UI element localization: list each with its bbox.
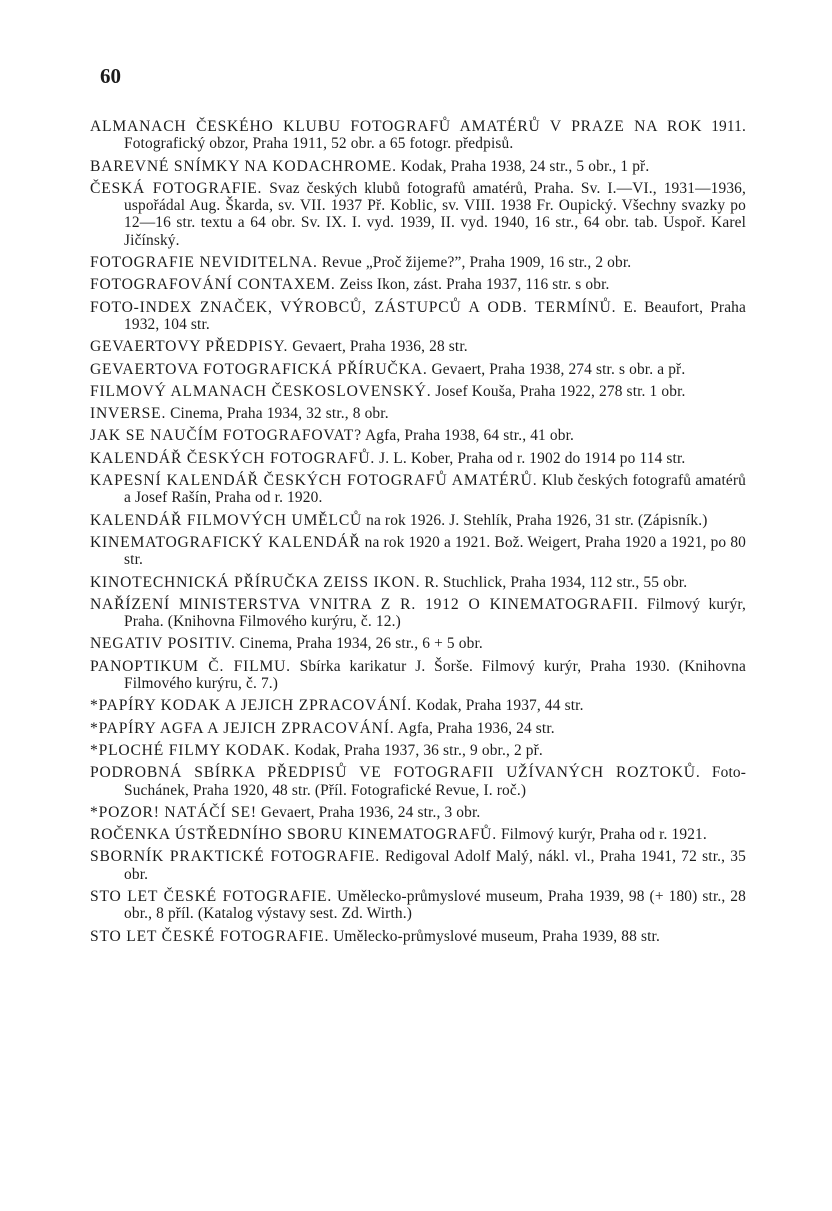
bibliography-entry: [90, 180, 746, 249]
entry-title: *PAPÍRY AGFA A JEJICH ZPRACOVÁNÍ.: [90, 719, 395, 737]
bibliography-entry: [90, 512, 746, 529]
entry-title: KINEMATOGRAFICKÝ KALENDÁŘ: [90, 533, 361, 551]
bibliography-entry: [90, 450, 746, 467]
entry-title: FILMOVÝ ALMANACH ČESKOSLOVENSKÝ.: [90, 382, 432, 400]
entry-details: Umělecko-průmyslové museum, Praha 1939, 88 str.: [333, 927, 660, 945]
entry-title: NAŘÍZENÍ MINISTERSTVA VNITRA Z R. 1912 O KINEMATOGRAFII.: [90, 595, 639, 613]
entry-details: Kodak, Praha 1937, 44 str.: [415, 697, 584, 715]
bibliography-entry: [90, 361, 746, 378]
entry-details: 1911. Fotografický obzor, Praha 1911, 52 obr. a 65 fotogr. předpisů.: [124, 118, 746, 153]
entry-details: Sbírka karikatur J. Šorše. Filmový kurýr, Praha 1930. (Knihovna Filmového kurýru, č. 7.): [124, 657, 746, 693]
entry-details: na rok 1926. J. Stehlík, Praha 1926, 31 str. (Zápisník.): [366, 511, 708, 529]
entry-details: Josef Kouša, Praha 1922, 278 str. 1 obr.: [435, 382, 686, 400]
bibliography-entry: [90, 742, 746, 759]
bibliography-entry: [90, 383, 746, 400]
entry-title: PODROBNÁ SBÍRKA PŘEDPISŮ VE FOTOGRAFII UŽÍVANÝCH ROZTOKŮ.: [90, 764, 701, 782]
entry-details: Agfa, Praha 1936, 24 str.: [397, 719, 555, 737]
entry-title: *POZOR! NATÁČÍ SE!: [90, 803, 257, 821]
entry-title: JAK SE NAUČÍM FOTOGRAFOVAT?: [90, 427, 362, 445]
entry-title: ČESKÁ FOTOGRAFIE.: [90, 179, 263, 197]
entry-title: BAREVNÉ SNÍMKY NA KODACHROME.: [90, 157, 397, 175]
bibliography-entry: [90, 405, 746, 422]
bibliography-entry: [90, 534, 746, 569]
entry-title: INVERSE.: [90, 405, 167, 423]
bibliography-entry: [90, 635, 746, 652]
entry-details: Cinema, Praha 1934, 26 str., 6 + 5 obr.: [239, 635, 483, 653]
bibliography-list: [90, 118, 746, 950]
entry-details: Umělecko-průmyslové museum, Praha 1939, 98 (+ 180) str., 28 obr., 8 příl. (Katalog výstavy sest. Zd. Wirth.): [124, 887, 746, 923]
bibliography-entry: [90, 299, 746, 334]
entry-details: Revue „Proč žijeme?”, Praha 1909, 16 str., 2 obr.: [321, 254, 632, 272]
bibliography-entry: [90, 928, 746, 945]
entry-title: KINOTECHNICKÁ PŘÍRUČKA ZEISS IKON.: [90, 573, 421, 591]
entry-title: *PAPÍRY KODAK A JEJICH ZPRACOVÁNÍ.: [90, 697, 412, 715]
entry-details: Gevaert, Praha 1936, 28 str.: [292, 338, 468, 356]
entry-details: Cinema, Praha 1934, 32 str., 8 obr.: [170, 405, 389, 423]
bibliography-entry: [90, 697, 746, 714]
entry-details: Klub českých fotografů amatérů a Josef Rašín, Praha od r. 1920.: [124, 472, 747, 507]
bibliography-entry: [90, 118, 746, 153]
bibliography-entry: [90, 658, 746, 693]
entry-details: Agfa, Praha 1938, 64 str., 41 obr.: [365, 427, 575, 445]
bibliography-entry: [90, 848, 746, 883]
entry-title: ROČENKA ÚSTŘEDNÍHO SBORU KINEMATOGRAFŮ.: [90, 826, 497, 844]
entry-details: Filmový kurýr, Praha. (Knihovna Filmového kurýru, č. 12.): [124, 595, 746, 631]
entry-title: KALENDÁŘ FILMOVÝCH UMĚLCŮ: [90, 511, 363, 529]
entry-title: ALMANACH ČESKÉHO KLUBU FOTOGRAFŮ AMATÉRŮ V PRAZE NA ROK: [90, 118, 703, 135]
entry-title: FOTOGRAFOVÁNÍ CONTAXEM.: [90, 276, 336, 294]
entry-title: GEVAERTOVY PŘEDPISY.: [90, 338, 289, 356]
bibliography-entry: [90, 254, 746, 271]
entry-details: Gevaert, Praha 1936, 24 str., 3 obr.: [260, 803, 481, 821]
entry-details: Gevaert, Praha 1938, 274 str. s obr. a př.: [431, 360, 686, 378]
entry-title: KALENDÁŘ ČESKÝCH FOTOGRAFŮ.: [90, 449, 376, 467]
entry-title: *PLOCHÉ FILMY KODAK.: [90, 741, 291, 759]
entry-title: STO LET ČESKÉ FOTOGRAFIE.: [90, 927, 330, 945]
entry-details: Svaz českých klubů fotografů amatérů, Praha. Sv. I.—VI., 1931—1936, uspořádal Aug. Škarda, sv. VII. 1937 Př. Koblic, sv. VIII. 1938 Fr. Oupický. Všechny svazky po 12—16 str. textu a 64 obr. Sv. IX. I. vyd. 1939, II. vyd. 1940, 16 str., 64 obr. tab. Uspoř. Karel Jičínský.: [124, 179, 747, 249]
entry-details: Zeiss Ikon, zást. Praha 1937, 116 str. s obr.: [339, 276, 610, 294]
entry-details: R. Stuchlick, Praha 1934, 112 str., 55 obr.: [424, 573, 688, 591]
entry-details: J. L. Kober, Praha od r. 1902 do 1914 po 114 str.: [379, 449, 686, 467]
entry-details: Filmový kurýr, Praha od r. 1921.: [500, 826, 707, 844]
bibliography-entry: [90, 427, 746, 444]
bibliography-entry: [90, 720, 746, 737]
bibliography-entry: [90, 158, 746, 175]
entry-details: Foto-Suchánek, Praha 1920, 48 str. (Příl. Fotografické Revue, I. roč.): [124, 764, 746, 799]
entry-details: Kodak, Praha 1938, 24 str., 5 obr., 1 př.: [400, 157, 650, 175]
entry-title: SBORNÍK PRAKTICKÉ FOTOGRAFIE.: [90, 848, 380, 866]
entry-title: FOTO-INDEX ZNAČEK, VÝROBCŮ, ZÁSTUPCŮ A ODB. TERMÍNŮ.: [90, 298, 617, 316]
entry-details: E. Beaufort, Praha 1932, 104 str.: [124, 298, 746, 333]
bibliography-entry: [90, 826, 746, 843]
bibliography-entry: [90, 574, 746, 591]
bibliography-entry: [90, 804, 746, 821]
bibliography-entry: [90, 596, 746, 631]
bibliography-entry: [90, 888, 746, 923]
page-number: 60: [100, 64, 121, 88]
bibliography-entry: [90, 472, 746, 507]
entry-title: FOTOGRAFIE NEVIDITELNA.: [90, 254, 318, 272]
bibliography-entry: [90, 338, 746, 355]
entry-title: GEVAERTOVA FOTOGRAFICKÁ PŘÍRUČKA.: [90, 360, 428, 378]
entry-details: Redigoval Adolf Malý, nákl. vl., Praha 1941, 72 str., 35 obr.: [124, 848, 746, 883]
entry-title: NEGATIV POSITIV.: [90, 635, 236, 653]
bibliography-entry: [90, 764, 746, 799]
bibliography-entry: [90, 276, 746, 293]
entry-title: PANOPTIKUM Č. FILMU.: [90, 657, 291, 675]
entry-title: STO LET ČESKÉ FOTOGRAFIE.: [90, 887, 333, 905]
entry-details: na rok 1920 a 1921. Bož. Weigert, Praha 1920 a 1921, po 80 str.: [124, 533, 747, 569]
entry-title: KAPESNÍ KALENDÁŘ ČESKÝCH FOTOGRAFŮ AMATÉRŮ.: [90, 472, 538, 490]
entry-details: Kodak, Praha 1937, 36 str., 9 obr., 2 př.: [294, 741, 543, 759]
